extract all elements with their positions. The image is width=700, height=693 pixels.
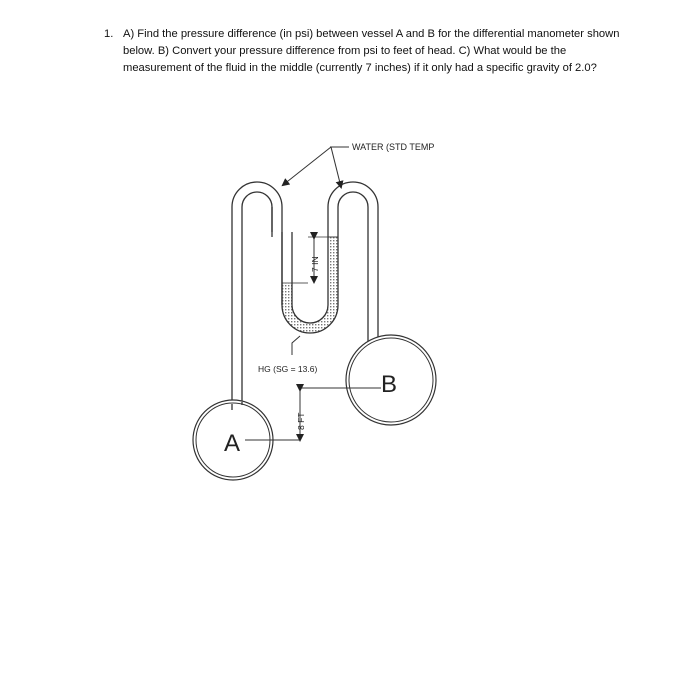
vessel-b-label: B bbox=[381, 371, 398, 398]
water-leader-right bbox=[331, 147, 341, 187]
question-text: A) Find the pressure difference (in psi) between vessel A and B for the differential manometer shown below. B) Convert your pressure difference from psi to feet of head. C) What would be the measurement of the fluid in the middle (currently 7 inches) if it only had a specific gravity of 2.0? bbox=[123, 28, 620, 74]
hg-label: HG (SG = 13.6) bbox=[258, 364, 318, 374]
water-label: WATER (STD TEMP bbox=[352, 142, 435, 152]
hg-leader bbox=[292, 336, 300, 355]
question-number: 1. bbox=[104, 28, 114, 40]
mercury-fill bbox=[282, 237, 338, 333]
water-leader-left bbox=[283, 147, 331, 185]
left-tube-outer bbox=[232, 182, 282, 410]
right-tube-inner bbox=[338, 192, 368, 343]
dim-7in-label: 7 IN bbox=[310, 256, 320, 272]
dim-8ft-label: 8 FT bbox=[296, 412, 306, 430]
vessel-a-label: A bbox=[224, 430, 241, 457]
